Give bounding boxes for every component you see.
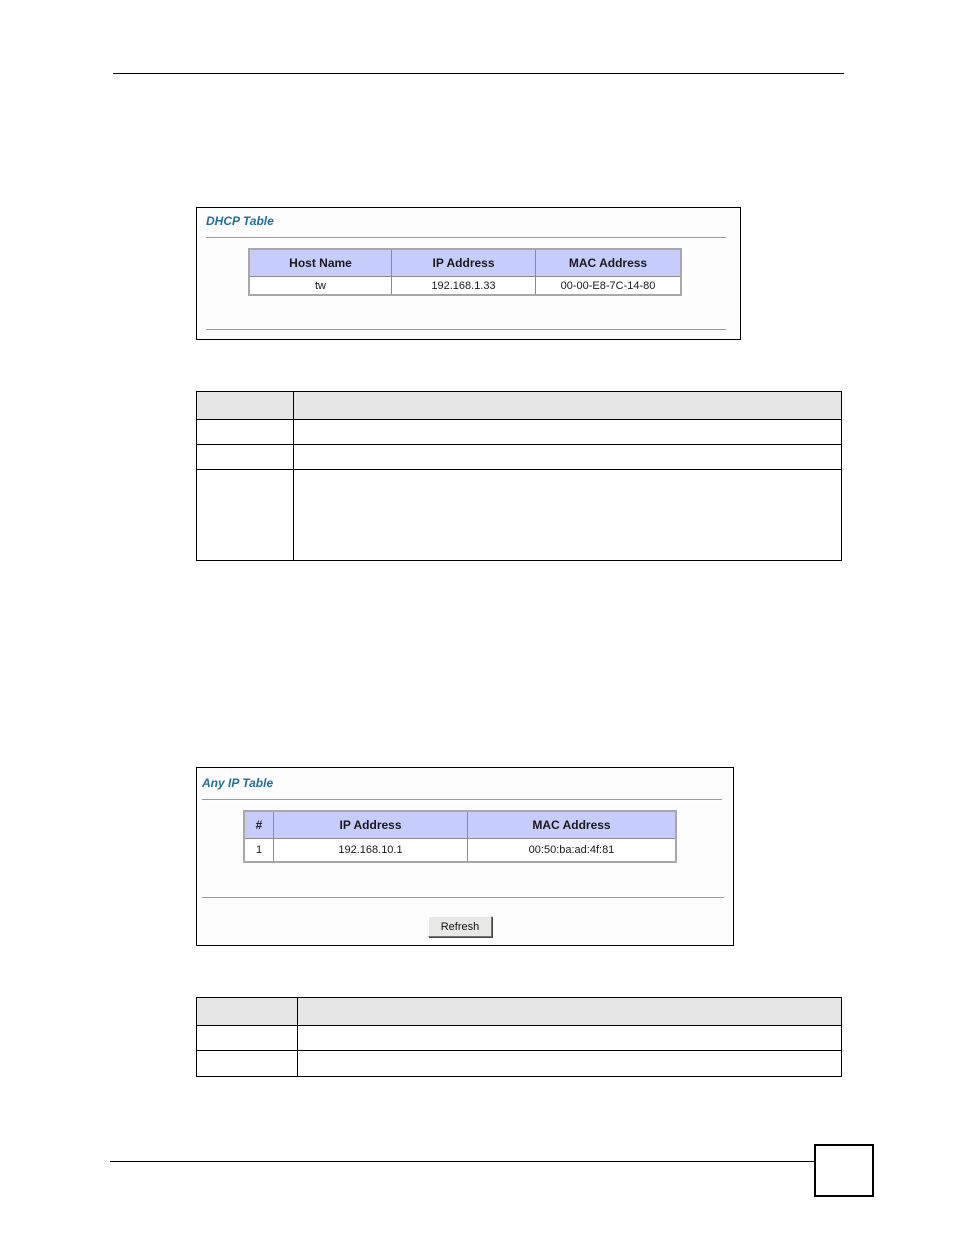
anyip-cell-ip-address: 192.168.10.1 xyxy=(274,839,468,861)
anyip-bottom-divider xyxy=(202,897,724,899)
desc-header-cell-label xyxy=(197,392,294,420)
refresh-button[interactable]: Refresh xyxy=(428,916,492,937)
desc-table-header-row xyxy=(197,392,842,420)
dhcp-description-table xyxy=(196,391,842,561)
desc-table-row xyxy=(197,1050,842,1076)
anyip-table-header-row xyxy=(245,812,675,839)
desc-table-row xyxy=(197,420,842,445)
dhcp-bottom-divider xyxy=(206,329,726,331)
desc-cell-description xyxy=(294,470,842,561)
table-row xyxy=(250,277,680,294)
page-number-box xyxy=(814,1144,874,1197)
desc-cell-description xyxy=(298,1026,842,1050)
desc-cell-label xyxy=(197,445,294,470)
desc-cell-label xyxy=(197,420,294,445)
desc-cell-label xyxy=(197,1050,298,1076)
desc-table-header-row xyxy=(197,998,842,1026)
desc-cell-description xyxy=(294,420,842,445)
footer-rule xyxy=(110,1161,816,1162)
anyip-table xyxy=(243,810,677,863)
dhcp-table-title: DHCP Table xyxy=(206,214,274,228)
dhcp-col-host-name: Host Name xyxy=(250,250,392,277)
anyip-title-divider xyxy=(202,799,722,801)
desc-table-row xyxy=(197,445,842,470)
desc-header-cell-description xyxy=(298,998,842,1026)
desc-cell-description xyxy=(294,445,842,470)
dhcp-cell-host-name: tw xyxy=(250,277,392,294)
dhcp-cell-mac-address: 00-00-E8-7C-14-80 xyxy=(560,279,656,292)
table-row xyxy=(245,839,675,861)
anyip-description-table xyxy=(196,997,842,1077)
anyip-col-mac-address: MAC Address xyxy=(468,812,675,839)
anyip-table-title: Any IP Table xyxy=(202,776,274,790)
dhcp-col-mac-address: MAC Address xyxy=(536,250,680,277)
anyip-col-index: # xyxy=(245,812,274,839)
anyip-col-ip-address: IP Address xyxy=(274,812,468,839)
anyip-table-panel xyxy=(196,767,734,946)
dhcp-table xyxy=(248,248,682,296)
desc-header-cell-label xyxy=(197,998,298,1026)
dhcp-table-header-row xyxy=(250,250,680,277)
dhcp-table-panel xyxy=(196,207,741,340)
desc-cell-description xyxy=(298,1050,842,1076)
desc-table-row xyxy=(197,470,842,561)
anyip-cell-index: 1 xyxy=(245,839,274,861)
desc-cell-label xyxy=(197,470,294,561)
desc-table-row xyxy=(197,1026,842,1050)
desc-header-cell-description xyxy=(294,392,842,420)
dhcp-col-ip-address: IP Address xyxy=(392,250,536,277)
dhcp-title-divider xyxy=(206,237,726,239)
header-rule xyxy=(113,73,844,74)
dhcp-cell-ip-address: 192.168.1.33 xyxy=(392,277,536,294)
anyip-cell-mac-address: 00:50:ba:ad:4f:81 xyxy=(528,844,615,856)
desc-cell-label xyxy=(197,1026,298,1050)
